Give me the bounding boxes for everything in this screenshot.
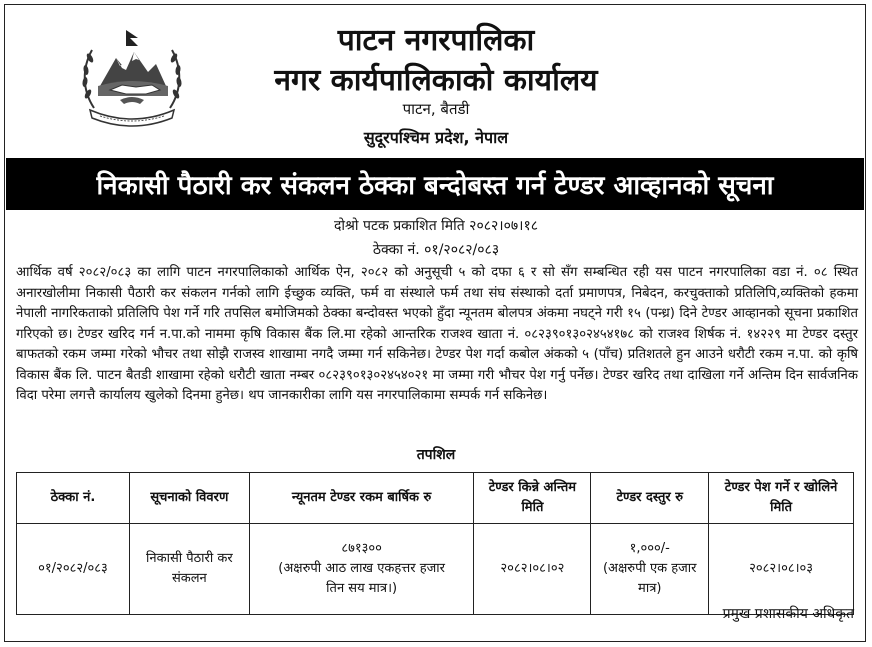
- tender-details-table: [16, 472, 854, 615]
- cell-tender-fee: [591, 524, 709, 615]
- table-header-row: [17, 473, 854, 524]
- header-last-purchase-date: टेण्डर किन्ने अन्तिम मिति: [474, 473, 591, 524]
- cell-description: निकासी पैठारी कर संकलन: [129, 524, 249, 615]
- notice-title-banner: [6, 158, 864, 210]
- header-min-amount: न्यूनतम टेण्डर रकम बार्षिक रु: [249, 473, 474, 524]
- min-amount-value: ८७१३००: [341, 541, 382, 556]
- province-name: सुदूरपश्चिम प्रदेश, नेपाल: [363, 128, 509, 147]
- publish-date-line: दोश्रो पटक प्रकाशित मिति २०८२।०७।१८: [333, 218, 539, 234]
- cell-submit-open-date: २०८२।०८।०३: [709, 524, 854, 615]
- signatory-title: प्रमुख प्रशासकीय अधिकृत: [722, 606, 854, 622]
- header-submit-open-date: टेण्डर पेश गर्ने र खोलिने मिति: [709, 473, 854, 524]
- office-title: नगर कार्यपालिकाको कार्यालय: [274, 63, 598, 98]
- contract-number-line: ठेक्का नं. ०१/२०८२/०८३: [372, 242, 500, 258]
- notice-body: आर्थिक वर्ष २०८२/०८३ का लागि पाटन नगरपालिकाको आर्थिक ऐन, २०८२ को अनुसूची ५ को दफा ६ र सो सँग सम्बन्धित रही यस पाटन नगरपालिका वडा नं. ०८ स्थित अनारखोलीमा निकासी पैठारी कर संकलन गर्नको लागि ईच्छुक व्यक्ति, फर्म वा संस्थाले फर्म तथा संघ संस्थाको दर्ता प्रमाणपत्र, निबेदन, करचुक्ताको प्रतिलिपि,व्यक्तिको हकमा नेपाली नागरिकताको प्रतिलिपि पेश गर्ने गरि तपसिल बमोजिमको ठेक्का बन्दोवस्त भएको हुँदा न्यूनतम बोलपत्र अंकमा नघट्ने गरी १५ (पन्ध्र) दिने टेण्डर आव्हानको सूचना प्रकाशित गरिएको छ। टेण्डर खरिद गर्न न.पा.को नाममा कृषि विकास बैंक लि.मा रहेको आन्तरिक राजश्व खाता नं. ०८२३९०१३०२४५४१७८ को राजश्व शिर्षक नं. १४२२९ मा टेण्डर दस्तुर बाफतको रकम जम्मा गरेको भौचर तथा सोझै राजस्व शाखामा नगदै जम्मा गर्न सकिनेछ। टेण्डर पेश गर्दा कबोल अंकको ५ (पाँच) प्रतिशतले हुन आउने धरौटी रकम न.पा. को कृषि विकास बैंक लि. पाटन बैतडी शाखामा रहेको धरौटी खाता नम्बर ०८२३९०१३०२४५४०२१ मा जम्मा गरी भौचर पेश गर्नु पर्नेछ। टेण्डर खरिद तथा दाखिला गर्ने अन्तिम दिन सार्वजनिक विदा परेमा लगत्तै कार्यालय खुलेको दिनमा हुनेछ। थप जानकारीका लागि यस नगरपालिकामा सम्पर्क गर्न सकिनेछ।: [16, 265, 858, 403]
- office-location: पाटन, बैतडी: [402, 100, 470, 118]
- cell-last-purchase-date: २०८२।०८।०२: [474, 524, 591, 615]
- header-tender-fee: टेण्डर दस्तुर रु: [591, 473, 709, 524]
- header-contract-no: ठेक्का नं.: [17, 473, 130, 524]
- header-description: सूचनाको विवरण: [129, 473, 249, 524]
- municipality-title: पाटन नगरपालिका: [337, 23, 535, 58]
- tender-fee-value: १,०००/-: [629, 541, 670, 556]
- notice-title: निकासी पैठारी कर संकलन ठेक्का बन्दोबस्त गर्न टेण्डर आव्हानको सूचना: [96, 171, 774, 201]
- cell-contract-no: ०१/२०८२/०८३: [17, 524, 130, 615]
- cell-min-amount: [249, 524, 474, 615]
- min-amount-words: (अक्षरुपी आठ लाख एकहत्तर हजार तिन सय मात्र।): [278, 561, 445, 596]
- details-label: तपशिल: [416, 447, 456, 463]
- tender-fee-words: (अक्षरुपी एक हजार मात्र): [602, 561, 697, 596]
- table-row: [17, 524, 854, 615]
